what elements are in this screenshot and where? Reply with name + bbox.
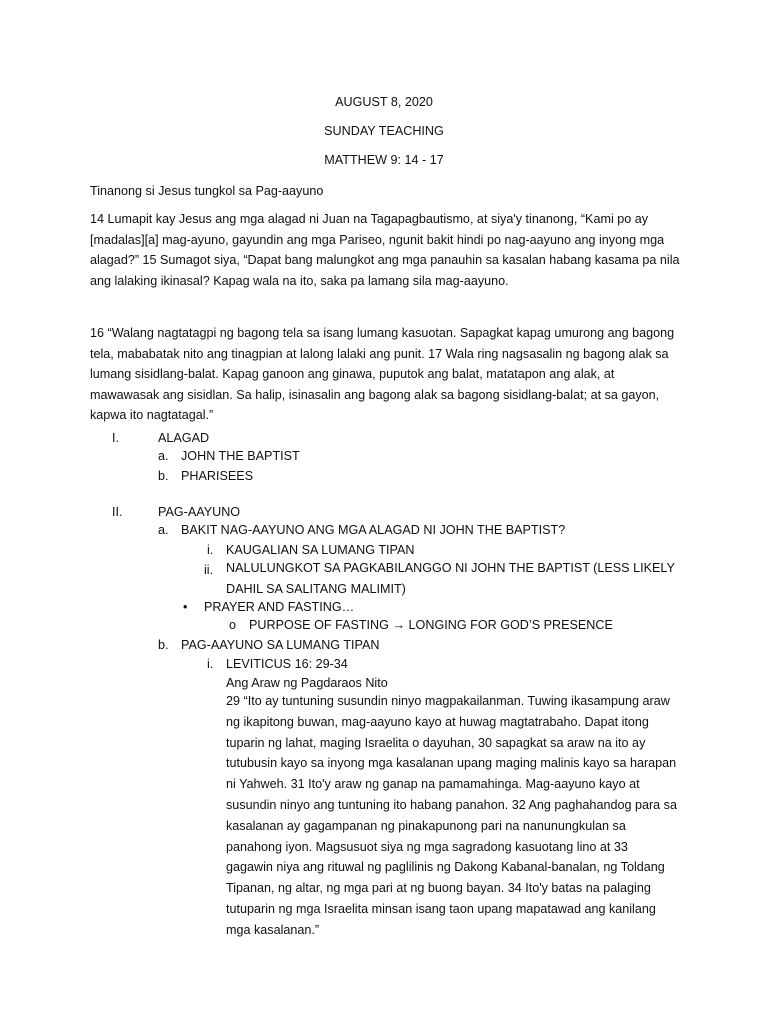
outline-marker-a: a.	[158, 523, 169, 537]
outline-marker-b: b.	[158, 638, 169, 652]
outline-item-lumang-tipan: PAG-AAYUNO SA LUMANG TIPAN	[181, 638, 380, 652]
leviticus-passage: 29 “Ito ay tuntuning susundin ninyo magpakailanman. Tuwing ikasampung araw ng ikapitong buwan, mag-aayuno kayo at huwag magtatrabaho. Dapat itong tuparin ng lahat, maging Israelita o dayuhan, 30 sapagkat sa araw na ito ay tutubusin kayo sa inyong mga kasalanan upang maging malinis kayo sa harapan ni Yahweh. 31 Ito'y araw ng ganap na pamamahinga. Mag-aayuno kayo at susundin ninyo ang tuntuning ito habang panahon. 32 Ang paghahandog para sa kasalanan ay gagampanan ng pinakapunong pari na nanunungkulan sa panahong iyon. Magsusuot siya ng mga sagradong kasuotang lino at 33 gagawin niya ang rituwal ng paglilinis ng Dakong Kabanal-banalan, ng Toldang Tipanan, ng altar, ng mga pari at ng buong bayan. 34 Ito'y batas na palaging tutuparin ng mga Israelita minsan isang taon upang mapatawad ang kanilang mga kasalanan.”	[226, 694, 677, 937]
outline-item-nalulungkot: NALULUNGKOT SA PAGKABILANGGO NI JOHN THE BAPTIST (LESS LIKELY DAHIL SA SALITANG MALIMIT)	[226, 561, 675, 596]
outline-item-pharisees: PHARISEES	[181, 469, 254, 483]
title-heading: SUNDAY TEACHING	[324, 124, 444, 138]
date-heading: AUGUST 8, 2020	[335, 95, 433, 109]
outline-item-prayer-and-fasting: PRAYER AND FASTING…	[204, 600, 355, 614]
outline-item-bakit: BAKIT NAG-AAYUNO ANG MGA ALAGAD NI JOHN THE BAPTIST?	[181, 523, 566, 537]
outline-item-purpose-of-fasting: PURPOSE OF FASTING → LONGING FOR GOD’S PRESENCE	[249, 618, 613, 632]
outline-marker-i: i.	[207, 543, 214, 557]
outline-marker-i: i.	[207, 657, 214, 671]
outline-title-pag-aayuno: PAG-AAYUNO	[158, 505, 241, 519]
outline-marker-a: a.	[158, 449, 169, 463]
bullet-icon: •	[183, 600, 188, 614]
section-heading: Tinanong si Jesus tungkol sa Pag-aayuno	[90, 184, 324, 198]
outline-marker-roman-2: II.	[112, 505, 123, 519]
outline-marker-ii: ii.	[204, 563, 214, 577]
paragraph-verses-16-17: 16 “Walang nagtatagpi ng bagong tela sa isang lumang kasuotan. Sapagkat kapag umurong ang bagong tela, mababatak nito ang tinagpian at lalong lalaki ang punit. 17 Wala ring nagsasalin ng bagong alak sa lumang sisidlang-balat. Kapag ganoon ang ginawa, puputok ang balat, matatapon ang alak, at mawawasak ang sisidlan. Sa halip, isinasalin ang bagong alak sa bagong sisidlang-balat; at sa gayon, kapwa ito nagtatagal.”	[90, 326, 675, 423]
outline-title-alagad: ALAGAD	[158, 431, 210, 445]
outline-item-kaugalian: KAUGALIAN SA LUMANG TIPAN	[226, 543, 415, 557]
outline-item-leviticus: LEVITICUS 16: 29-34	[226, 657, 348, 671]
paragraph-verses-14-15: 14 Lumapit kay Jesus ang mga alagad ni Juan na Tagapagbautismo, at siya'y tinanong, “Kami po ay [madalas][a] mag-ayuno, gayundin ang mga Pariseo, ngunit bakit hindi po nag-aayuno ang inyong mga alagad?” 15 Sumagot siya, “Dapat bang malungkot ang mga panauhin sa kasalan habang kasama pa nila ang lalaking ikinasal? Kapag wala na ito, saka pa lamang sila mag-aayuno.	[90, 212, 680, 288]
leviticus-subtitle: Ang Araw ng Pagdaraos Nito	[226, 676, 388, 690]
hollow-bullet-icon: o	[229, 618, 237, 632]
outline-marker-b: b.	[158, 469, 169, 483]
outline-marker-roman-1: I.	[112, 431, 119, 445]
scripture-reference: MATTHEW 9: 14 - 17	[324, 153, 444, 167]
outline-item-john-the-baptist: JOHN THE BAPTIST	[181, 449, 300, 463]
